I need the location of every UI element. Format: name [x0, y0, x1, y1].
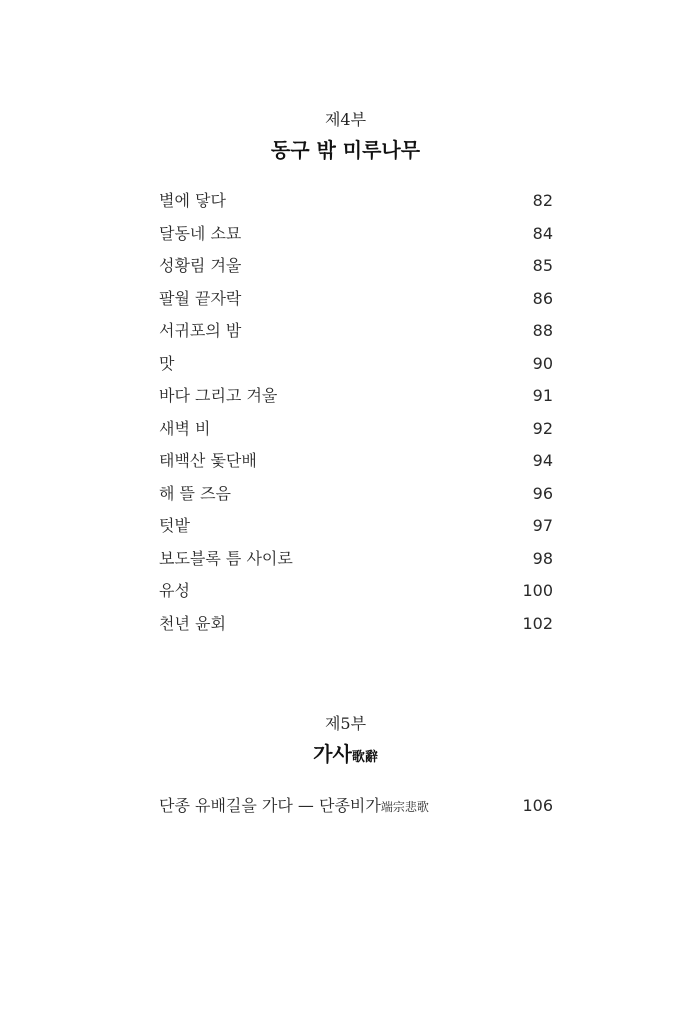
toc-item-title: 맛 [159, 353, 175, 373]
toc-item[interactable] [159, 321, 553, 354]
toc-item[interactable] [159, 289, 553, 322]
toc-item-page: 84 [532, 223, 553, 243]
toc-item-title: 해 뜰 즈음 [159, 483, 231, 503]
part4-title: 동구 밖 미루나무 [270, 138, 421, 162]
toc-item-page: 94 [532, 451, 553, 470]
toc-item-page: 96 [532, 483, 553, 503]
toc-item-title: 새벽 비 [159, 418, 211, 438]
part4-toc [159, 191, 553, 646]
toc-item-title: 텃밭 [159, 516, 190, 535]
toc-item-page: 90 [532, 353, 553, 373]
toc-item[interactable] [159, 354, 553, 387]
toc-item[interactable] [159, 549, 553, 582]
toc-item-page: 86 [532, 288, 553, 308]
toc-item-title: 달동네 소묘 [159, 223, 242, 243]
toc-item[interactable] [159, 451, 553, 484]
toc-item-page: 85 [532, 256, 553, 275]
toc-item-title [159, 796, 429, 817]
part5-title-hanja: 歌辭 [351, 750, 378, 765]
part5-title [0, 738, 691, 767]
toc-item-title: 천년 윤회 [159, 613, 226, 633]
toc-item[interactable] [159, 484, 553, 517]
toc-item-page: 91 [532, 386, 553, 405]
part5-toc [159, 796, 553, 829]
toc-item[interactable] [159, 419, 553, 452]
toc-item-page: 97 [532, 516, 553, 535]
toc-item[interactable] [159, 224, 553, 257]
toc-item-title: 팔월 끝자락 [159, 288, 242, 308]
toc-item-page: 82 [532, 191, 553, 210]
toc-item[interactable] [159, 614, 553, 647]
toc-item-title: 별에 닿다 [159, 191, 226, 210]
toc-item[interactable] [159, 796, 553, 829]
toc-item-title: 서귀포의 밤 [159, 321, 242, 340]
toc-item-title: 태백산 돛단배 [159, 451, 257, 470]
part5-label: 제5부 [324, 714, 367, 733]
toc-item-page: 92 [532, 418, 553, 438]
part5-title-text: 가사 [313, 742, 352, 766]
toc-item-title-hanja: 端宗悲歌 [380, 800, 429, 814]
toc-item[interactable] [159, 516, 553, 549]
toc-item-page: 100 [522, 581, 553, 600]
toc-item-title-text: 단종 유배길을 가다 — 단종비가 [159, 796, 381, 815]
toc-item-page: 106 [522, 796, 553, 815]
toc-item[interactable] [159, 191, 553, 224]
toc-item-title: 성황림 겨울 [159, 256, 242, 275]
toc-item[interactable] [159, 256, 553, 289]
toc-item-page: 88 [532, 321, 553, 340]
toc-item-title: 유성 [159, 581, 190, 600]
toc-item-title: 보도블록 틈 사이로 [159, 548, 293, 568]
toc-item[interactable] [159, 581, 553, 614]
toc-item[interactable] [159, 386, 553, 419]
part4-label: 제4부 [324, 110, 367, 129]
toc-item-page: 98 [532, 548, 553, 568]
toc-item-page: 102 [522, 613, 553, 633]
toc-item-title: 바다 그리고 겨울 [159, 386, 278, 405]
